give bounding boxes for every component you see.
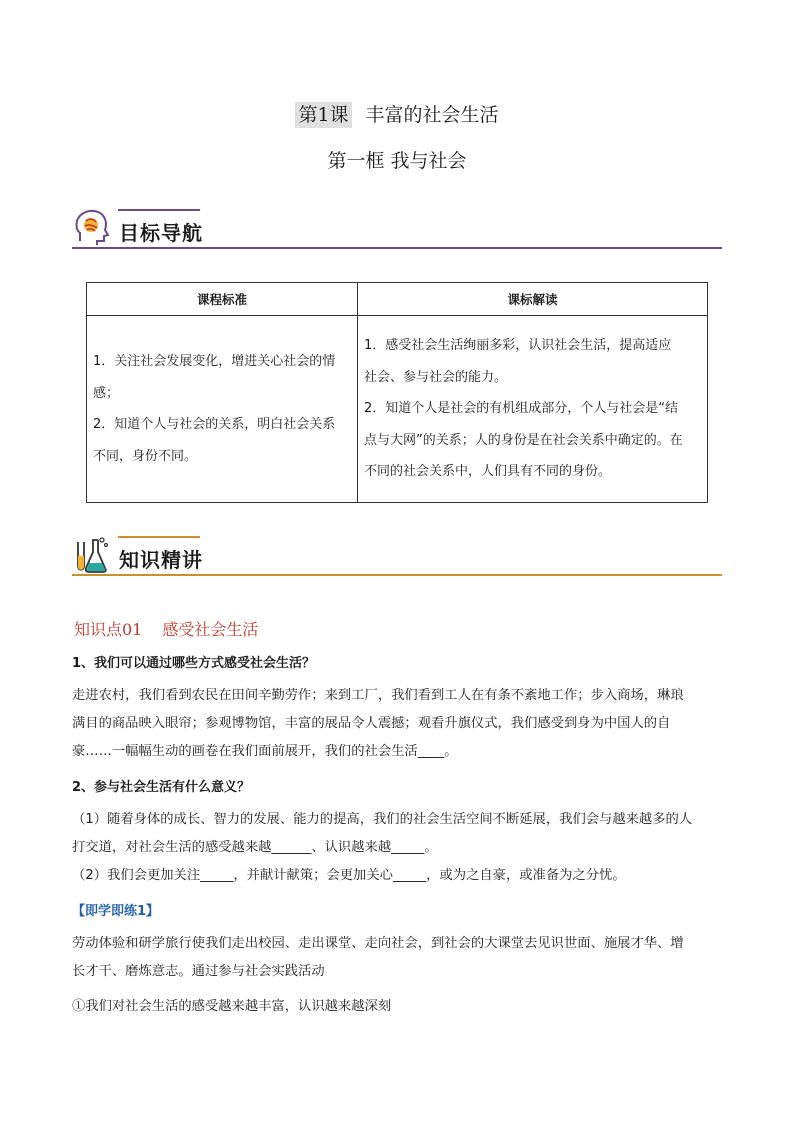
knowledge-point-title <box>74 617 258 640</box>
knowledge-divider <box>72 574 722 576</box>
knowledge-header <box>72 536 722 580</box>
table-cell-interpretation: 1．感受社会生活绚丽多彩，认识社会生活，提高适应 社会、参与社会的能力。 2．知道个人是社会的有机组成部分，个人与社会是“结 点与大网”的关系；人的身份是在社会关系中确定的。在 不同的社会关系中，人们具有不同的身份。 <box>358 316 708 503</box>
practice-text: 劳动体验和研学旅行使我们走出校园、走出课堂、走向社会，到社会的大课堂去见识世面、施展才华、增 长才干、磨炼意志。通过参与社会实践活动 <box>72 936 684 979</box>
table-header-standard: 课程标准 <box>87 283 358 316</box>
goal-nav-title: 目标导航 <box>119 221 203 245</box>
question-1: 1、我们可以通过哪些方式感受社会生活？ <box>72 656 316 671</box>
answer-1: 走进农村，我们看到农民在田间辛勤劳作；来到工厂，我们看到工人在有条不紊地工作；步入商场，琳琅 满目的商品映入眼帘；参观博物馆，丰富的展品令人震撼；观看升旗仪式，我们感受到身为中国人的自 豪……一幅幅生动的画卷在我们面前展开，我们的社会生活____。 <box>72 688 684 759</box>
table-cell-standard: 1．关注社会发展变化，增进关心社会的情 感； 2．知道个人与社会的关系，明白社会关系 不同，身份不同。 <box>87 316 358 503</box>
header-accent-bar <box>118 536 200 538</box>
table-header-interpretation: 课标解读 <box>358 283 708 316</box>
lesson-title: 丰富的社会生活 <box>365 104 499 126</box>
header-accent-bar <box>118 209 200 211</box>
knowledge-point-label: 知识点01 <box>74 620 143 639</box>
question-2: 2、参与社会生活有什么意义？ <box>72 780 251 795</box>
goal-nav-divider <box>72 247 722 249</box>
knowledge-point-name: 感受社会生活 <box>162 620 259 639</box>
curriculum-table <box>86 282 708 503</box>
practice-option-1: ①我们对社会生活的感受越来越丰富，认识越来越深刻 <box>72 999 392 1014</box>
section-subtitle: 第一框 我与社会 <box>327 150 467 172</box>
lab-flask-icon <box>72 536 112 574</box>
answer-2: （1）随着身体的成长、智力的发展、能力的提高，我们的社会生活空间不断延展，我们会与越来越多的人 打交道，对社会生活的感受越来越______、认识越来越_____。 （2）我们会更加关注_____，并献计献策；会更加关心_____，或为之自豪，或准备为之分忧。 <box>72 812 693 883</box>
knowledge-title: 知识精讲 <box>119 548 203 572</box>
practice-label: 【即学即练1】 <box>72 904 160 919</box>
goal-nav-header <box>72 209 722 253</box>
brain-head-icon <box>72 209 112 247</box>
lesson-title-row <box>0 100 794 127</box>
lesson-number: 第1课 <box>295 102 351 128</box>
